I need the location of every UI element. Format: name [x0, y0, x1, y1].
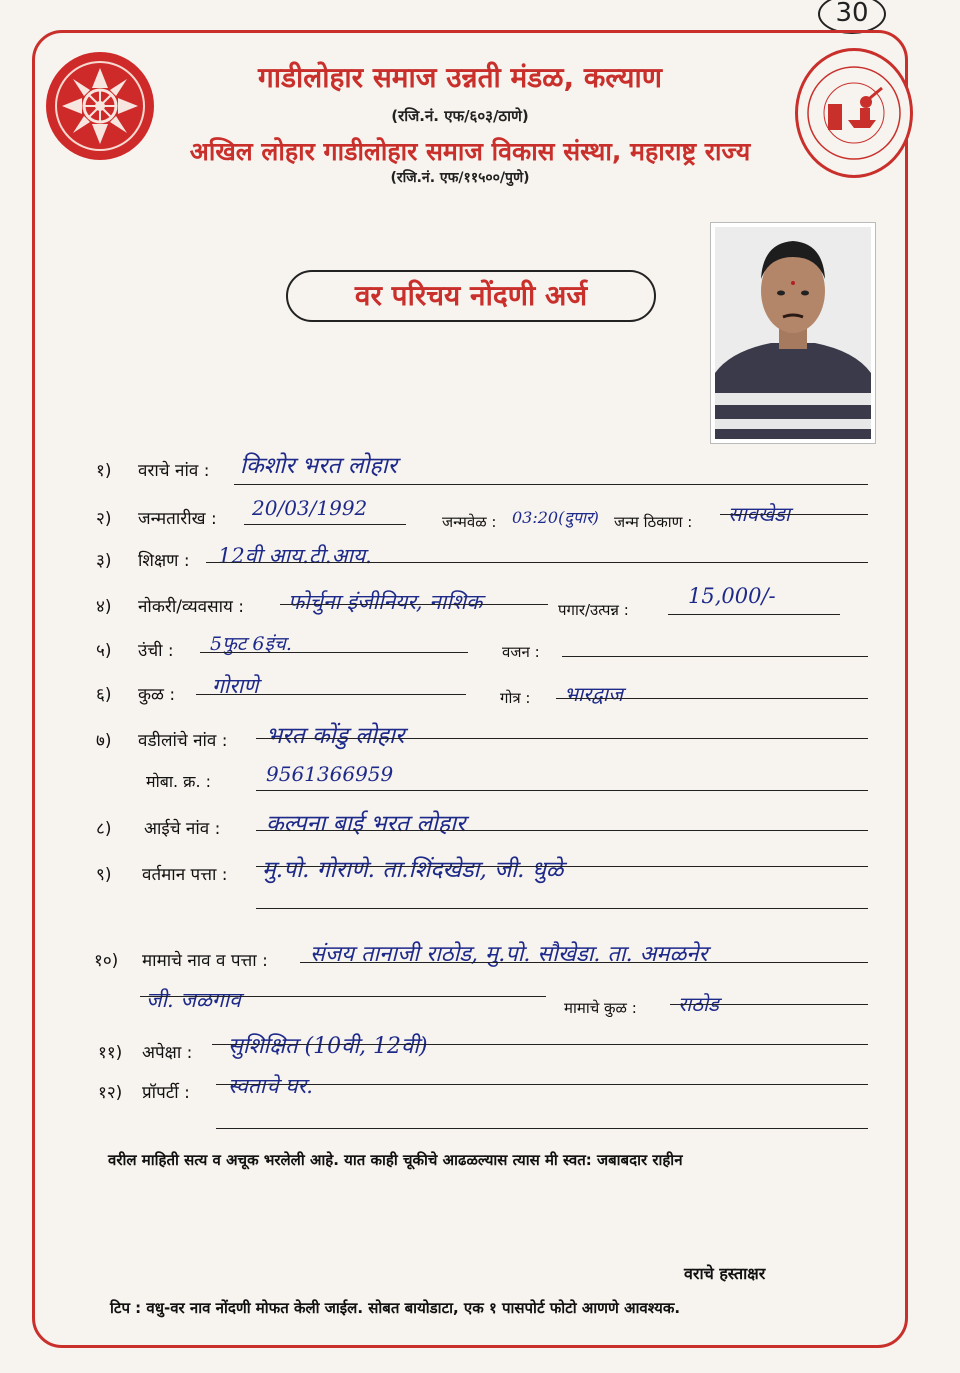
anvil-emblem-icon	[804, 58, 904, 168]
education-line	[206, 562, 868, 563]
kul-value: गोराणे	[212, 674, 259, 698]
mobile-value: 9561366959	[266, 762, 394, 786]
property-label: प्रॉपर्टी :	[142, 1083, 190, 1103]
form-title: वर परिचय नोंदणी अर्ज	[286, 270, 656, 322]
education-value: 12वी आय.टी.आय.	[218, 544, 372, 568]
footer-note: टिप : वधु-वर नाव नोंदणी मोफत केली जाईल. सोबत बायोडाटा, एक १ पासपोर्ट फोटो आणणे आवश्यक.	[110, 1299, 681, 1317]
mobile-label: मोबा. क्र. :	[146, 772, 212, 791]
field-11-number: ११)	[98, 1043, 123, 1063]
field-1-number: १)	[96, 461, 112, 481]
kul-line	[196, 694, 466, 695]
current-address-line-1	[256, 866, 868, 867]
groom-name-label: वराचे नांव :	[138, 461, 210, 481]
uncle-address-line-2	[140, 996, 546, 997]
birth-date-line	[244, 524, 406, 525]
field-7-number: ७)	[96, 731, 112, 751]
weight-label: वजन :	[502, 643, 540, 661]
uncle-address-value-2: जी. जळगाव	[146, 988, 241, 1012]
field-10-number: १०)	[94, 951, 119, 971]
field-4-number: ४)	[96, 597, 112, 617]
occupation-value: फोर्चुना इंजीनियर, नाशिक	[288, 590, 483, 614]
salary-line	[668, 614, 840, 615]
groom-name-line	[234, 484, 868, 485]
current-address-line-2	[256, 908, 868, 909]
current-address-value: मु.पो. गोराणे. ता.शिंदखेडा, जी. धुळे	[262, 857, 564, 883]
expectation-line	[212, 1044, 868, 1045]
height-line	[200, 652, 468, 653]
expectation-label: अपेक्षा :	[142, 1043, 193, 1063]
mother-name-value: कल्पना बाई भरत लोहार	[266, 811, 466, 837]
field-3-number: ३)	[96, 551, 112, 571]
left-seal-logo	[46, 52, 154, 160]
groom-name-value: किशोर भरत लोहार	[240, 453, 398, 479]
gotra-value: भारद्वाज	[564, 682, 623, 706]
field-9-number: ९)	[96, 865, 112, 885]
uncle-name-address-label: मामाचे नाव व पत्ता :	[142, 951, 268, 971]
organization-name-2: अखिल लोहार गाडीलोहार समाज विकास संस्था, महाराष्ट्र राज्य	[189, 137, 751, 166]
occupation-line	[280, 604, 548, 605]
uncle-kul-line	[670, 1004, 868, 1005]
father-name-label: वडीलांचे नांव :	[138, 731, 228, 751]
father-name-value: भरत कोंडु लोहार	[266, 723, 405, 749]
uncle-address-line-1	[300, 962, 868, 963]
kul-label: कुळ :	[138, 685, 176, 705]
salary-value: 15,000/-	[688, 584, 776, 608]
height-value: 5फुट 6इंच.	[210, 633, 292, 655]
mobile-line	[256, 790, 868, 791]
field-8-number: ८)	[96, 819, 112, 839]
birth-place-line	[720, 514, 868, 515]
gotra-line	[556, 698, 868, 699]
declaration-text: वरील माहिती सत्य व अचूक भरलेली आहे. यात काही चूकीचे आढळल्यास त्यास मी स्वत: जबाबदार राहीन	[108, 1151, 683, 1169]
uncle-name-address-value: संजय तानाजी राठोड, मु.पो. सौखेडा. ता. अमळनेर	[310, 942, 708, 967]
page-number: 30	[818, 0, 886, 34]
gotra-label: गोत्र :	[500, 689, 531, 707]
wheel-emblem-icon	[52, 58, 148, 154]
father-name-line	[256, 738, 868, 739]
field-5-number: ५)	[96, 641, 112, 661]
birth-place-value: सावखेडा	[728, 502, 791, 526]
field-6-number: ६)	[96, 685, 112, 705]
uncle-kul-value: राठोड	[678, 992, 719, 1016]
mother-name-label: आईचे नांव :	[144, 819, 221, 839]
property-value: स्वताचे घर.	[228, 1074, 313, 1098]
uncle-kul-label: मामाचे कुळ :	[564, 999, 637, 1017]
organization-name-1: गाडीलोहार समाज उन्नती मंडळ, कल्याण	[258, 61, 662, 94]
height-label: उंची :	[138, 641, 174, 661]
organization-registration-2: (रजि.नं. एफ/११५००/पुणे)	[390, 170, 530, 186]
field-2-number: २)	[96, 509, 112, 529]
salary-label: पगार/उत्पन्न :	[558, 601, 629, 619]
weight-line	[562, 656, 868, 657]
person-photo-icon	[711, 223, 875, 443]
passport-photo	[710, 222, 876, 444]
birth-place-label: जन्म ठिकाण :	[614, 513, 693, 531]
signature-label: वराचे हस्ताक्षर	[684, 1264, 766, 1283]
birth-date-value: 20/03/1992	[252, 496, 368, 520]
expectation-value: सुशिक्षित (10वी, 12वी)	[228, 1034, 428, 1059]
mother-name-line	[256, 830, 868, 831]
occupation-label: नोकरी/व्यवसाय :	[138, 597, 244, 617]
birth-time-value: 03:20(दुपार)	[512, 508, 599, 527]
field-12-number: १२)	[98, 1083, 123, 1103]
birth-date-label: जन्मतारीख :	[138, 509, 217, 529]
current-address-label: वर्तमान पत्ता :	[142, 865, 228, 885]
property-line-1	[216, 1084, 868, 1085]
right-seal-logo	[795, 48, 913, 178]
property-line-2	[216, 1128, 868, 1129]
birth-time-label: जन्मवेळ :	[442, 513, 497, 531]
organization-registration-1: (रजि.नं. एफ/६०३/ठाणे)	[391, 107, 529, 125]
education-label: शिक्षण :	[138, 551, 190, 571]
